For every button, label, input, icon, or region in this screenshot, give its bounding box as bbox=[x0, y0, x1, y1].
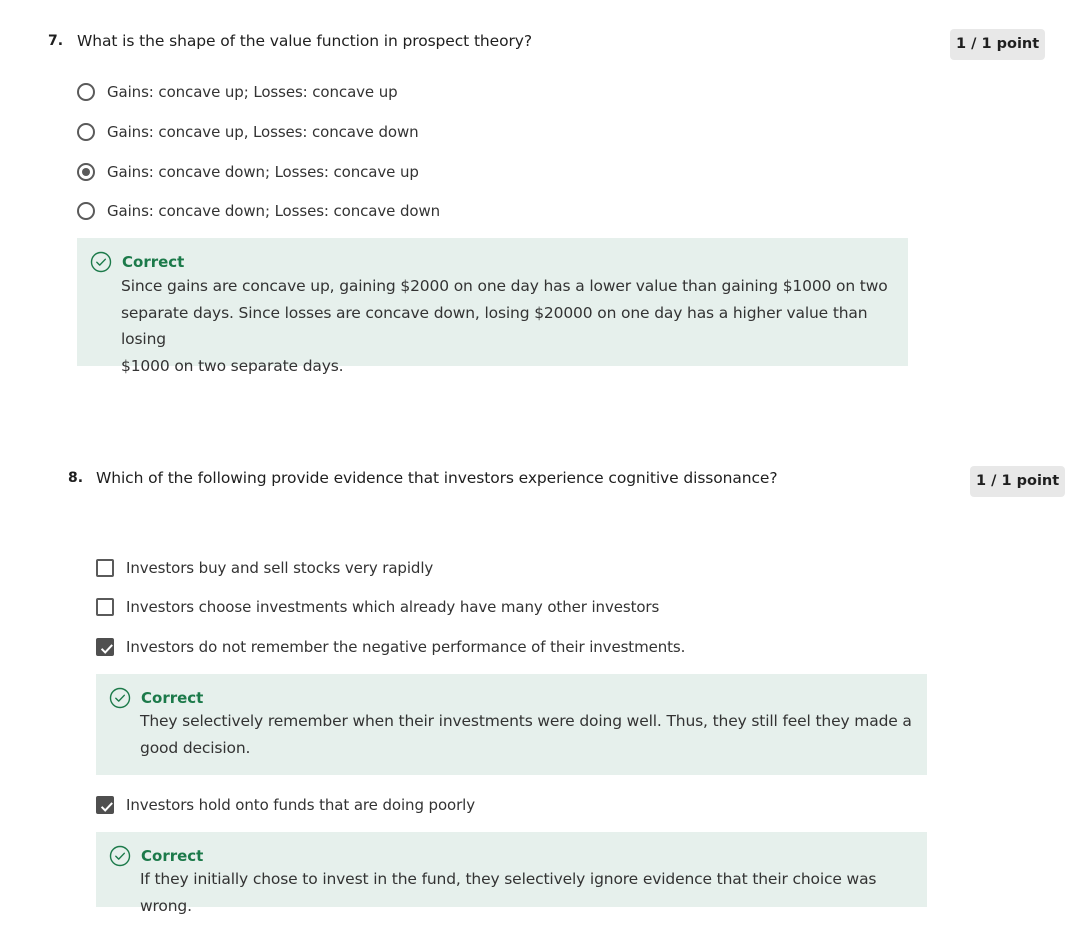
radio-button-selected[interactable] bbox=[77, 163, 95, 181]
checkmark-icon bbox=[98, 798, 116, 816]
checkbox[interactable] bbox=[96, 559, 114, 577]
radio-option[interactable] bbox=[77, 80, 398, 104]
radio-button[interactable] bbox=[77, 83, 95, 101]
checkbox-option[interactable] bbox=[96, 793, 475, 817]
question-number: 7. bbox=[48, 33, 64, 49]
score-badge: 1 / 1 point bbox=[950, 29, 1045, 60]
feedback-panel bbox=[96, 832, 927, 915]
checkbox-option[interactable] bbox=[96, 556, 433, 580]
radio-button[interactable] bbox=[77, 123, 95, 141]
feedback-panel bbox=[96, 674, 927, 775]
radio-option[interactable] bbox=[77, 199, 440, 223]
radio-option[interactable] bbox=[77, 160, 419, 184]
option-label: Gains: concave down; Losses: concave up bbox=[107, 163, 419, 181]
option-label: Investors do not remember the negative performance of their investments. bbox=[126, 638, 686, 656]
feedback-text-line: Since gains are concave up, gaining $2000 on one day has a lower value than gaining $1000 on two bbox=[121, 277, 888, 295]
radio-option[interactable] bbox=[77, 120, 419, 144]
feedback-title: Correct bbox=[141, 847, 204, 865]
checkbox-checked[interactable] bbox=[96, 796, 114, 814]
feedback-title: Correct bbox=[122, 253, 185, 271]
checkbox[interactable] bbox=[96, 598, 114, 616]
feedback-title: Correct bbox=[141, 689, 204, 707]
check-circle-icon bbox=[90, 251, 112, 273]
option-label: Investors choose investments which already have many other investors bbox=[126, 598, 660, 616]
question-number: 8. bbox=[68, 470, 84, 486]
score-badge: 1 / 1 point bbox=[970, 466, 1065, 497]
feedback-text-line: If they initially chose to invest in the fund, they selectively ignore evidence that their choice was wrong. bbox=[140, 870, 877, 915]
option-label: Investors hold onto funds that are doing poorly bbox=[126, 796, 476, 814]
question-text: Which of the following provide evidence that investors experience cognitive dissonance? bbox=[96, 469, 778, 487]
checkbox-checked[interactable] bbox=[96, 638, 114, 656]
option-label: Investors buy and sell stocks very rapidly bbox=[126, 559, 434, 577]
option-label: Gains: concave down; Losses: concave down bbox=[107, 202, 441, 220]
checkbox-option[interactable] bbox=[96, 595, 659, 619]
check-circle-icon bbox=[109, 845, 131, 867]
checkmark-icon bbox=[98, 640, 116, 658]
feedback-text-line: $1000 on two separate days. bbox=[121, 356, 344, 375]
option-label: Gains: concave up, Losses: concave down bbox=[107, 123, 419, 141]
option-label: Gains: concave up; Losses: concave up bbox=[107, 83, 398, 101]
question-text: What is the shape of the value function in prospect theory? bbox=[77, 32, 532, 50]
checkbox-option[interactable] bbox=[96, 635, 685, 659]
radio-button[interactable] bbox=[77, 202, 95, 220]
feedback-text-line: They selectively remember when their investments were doing well. Thus, they still feel they made a bbox=[140, 712, 912, 730]
feedback-text-line: separate days. Since losses are concave down, losing $20000 on one day has a higher value than losing bbox=[121, 303, 868, 348]
check-circle-icon bbox=[109, 687, 131, 709]
feedback-text-line: good decision. bbox=[140, 738, 251, 757]
feedback-panel bbox=[77, 238, 908, 375]
